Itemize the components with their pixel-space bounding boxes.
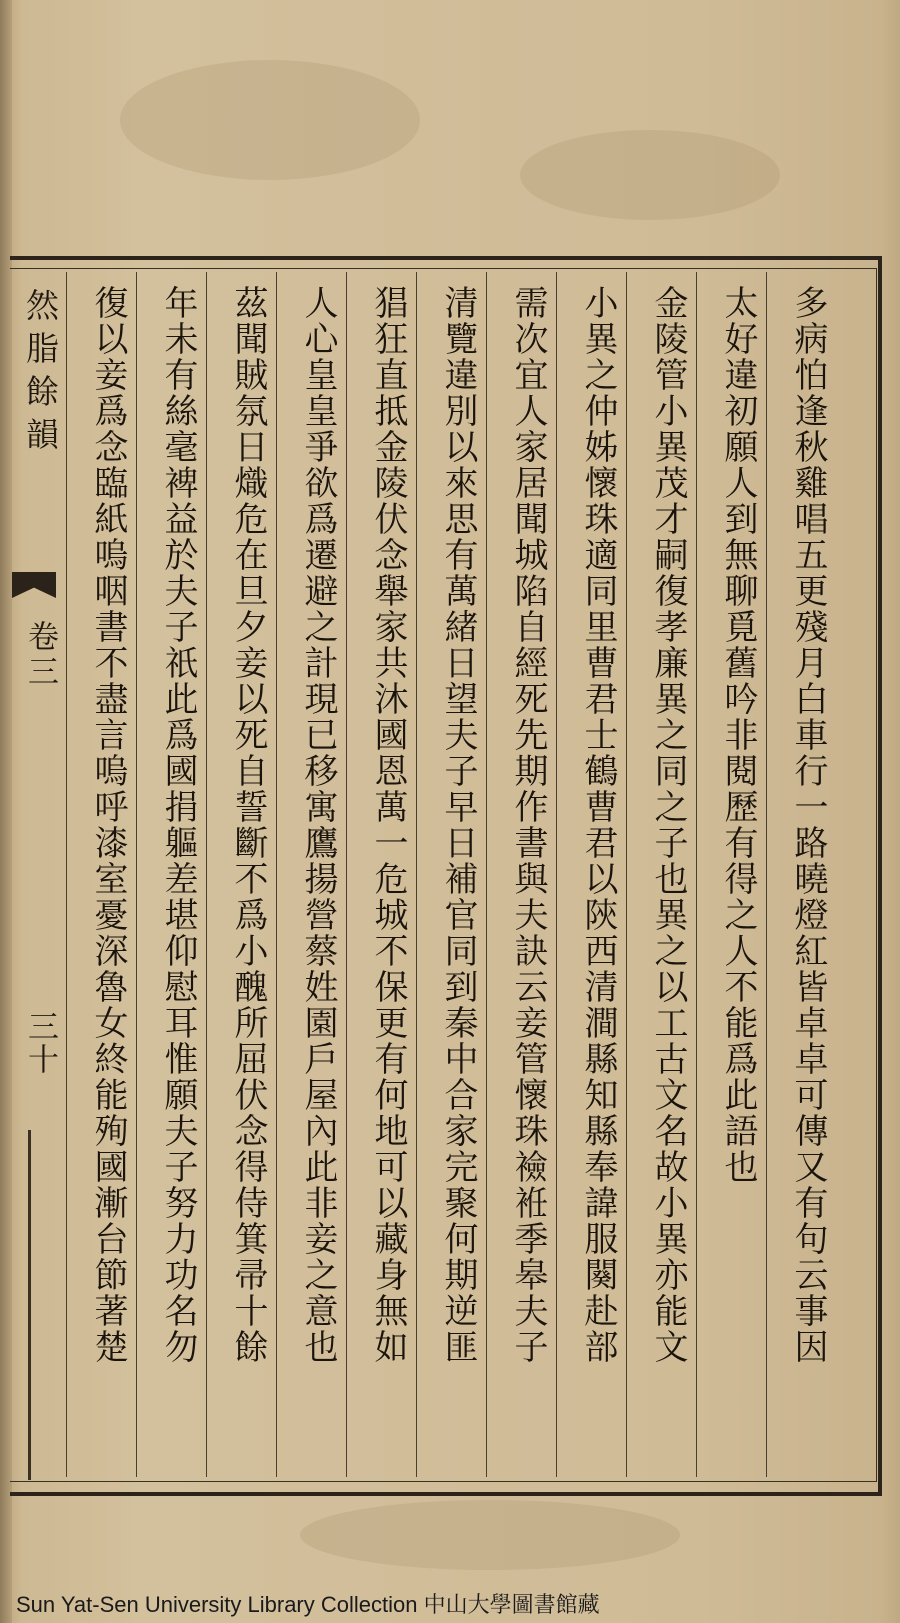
text-column-1: 多病怕逢秋雞唱五更殘月白車行一路曉燈紅皆卓卓可傳又有句云事因 bbox=[788, 285, 828, 1365]
text-column-8: 人心皇皇爭欲爲遷避之計現已移寓鷹揚營蔡姓園戶屋內此非妾之意也 bbox=[298, 285, 338, 1365]
text-column-3: 金陵管小異茂才嗣復孝廉異之同之子也異之以工古文名故小異亦能文 bbox=[648, 285, 688, 1365]
text-column-11: 復以妾爲念臨紙嗚咽書不盡言嗚呼漆室憂深魯女終能殉國漸台節著楚 bbox=[88, 285, 128, 1365]
paper-stain bbox=[520, 130, 780, 220]
text-column-10: 年未有絲毫裨益於夫子祇此爲國捐軀差堪仰慰耳惟願夫子努力功名勿 bbox=[158, 285, 198, 1365]
text-column-5: 需次宜人家居聞城陷自經死先期作書與夫訣云妾管懷珠襝袵季皋夫子 bbox=[508, 285, 548, 1365]
margin-marker bbox=[28, 1130, 31, 1480]
column-rule bbox=[276, 272, 277, 1477]
volume-label: 卷三 bbox=[22, 620, 58, 690]
column-rule bbox=[136, 272, 137, 1477]
paper-stain bbox=[300, 1500, 680, 1570]
page-number: 三十 bbox=[22, 1010, 58, 1076]
collection-caption: Sun Yat-Sen University Library Collection 中山大學圖書館藏 bbox=[16, 1592, 600, 1617]
column-rule bbox=[766, 272, 767, 1477]
column-rule bbox=[486, 272, 487, 1477]
column-rule bbox=[66, 272, 67, 1477]
column-rule bbox=[626, 272, 627, 1477]
column-rule bbox=[416, 272, 417, 1477]
text-column-6: 清覽違別以來思有萬緒日望夫子早日補官同到秦中合家完聚何期逆匪 bbox=[438, 285, 478, 1365]
column-rule bbox=[346, 272, 347, 1477]
text-column-2: 太好違初願人到無聊覓舊吟非閱歷有得之人不能爲此語也 bbox=[718, 285, 758, 1185]
text-column-7: 猖狂直抵金陵伏念舉家共沐國恩萬一危城不保更有何地可以藏身無如 bbox=[368, 285, 408, 1365]
column-rule bbox=[556, 272, 557, 1477]
column-rule bbox=[696, 272, 697, 1477]
text-column-4: 小異之仲姊懷珠適同里曹君士鶴曹君以陝西清澗縣知縣奉諱服闋赴部 bbox=[578, 285, 618, 1365]
column-rule bbox=[206, 272, 207, 1477]
paper-stain bbox=[120, 60, 420, 180]
book-title: 然脂餘韻 bbox=[21, 288, 60, 460]
text-column-9: 茲聞賊氛日熾危在旦夕妾以死自誓斷不爲小醜所屈伏念得侍箕帚十餘 bbox=[228, 285, 268, 1365]
